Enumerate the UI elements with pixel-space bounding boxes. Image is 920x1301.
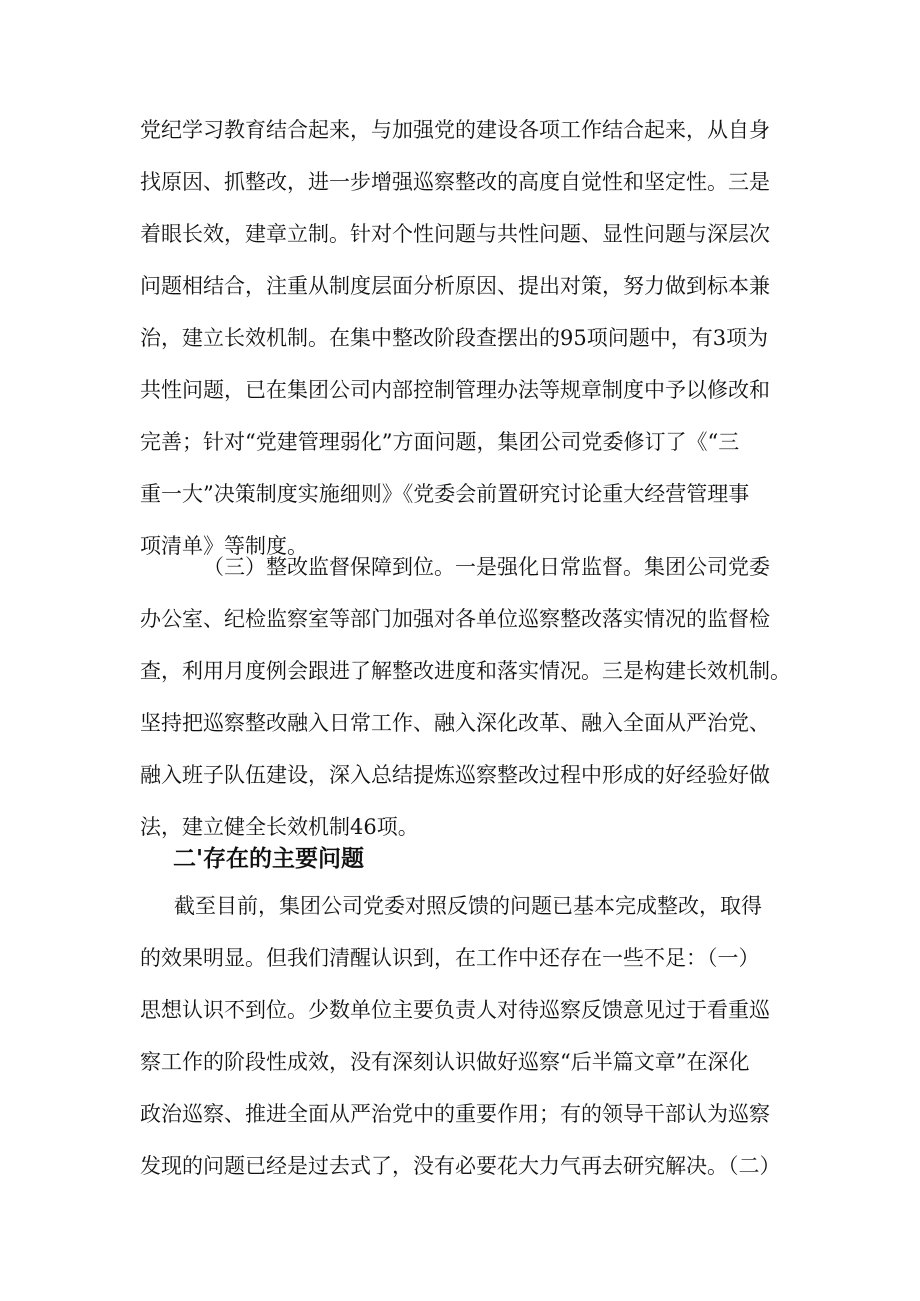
text-line: 的效果明显。但我们清醒认识到，在工作中还存在一些不足：（一）: [140, 946, 760, 970]
text-line: 党纪学习教育结合起来，与加强党的建设各项工作结合起来，从自身: [140, 118, 770, 142]
paragraph-supervision: [140, 552, 790, 842]
text-line: 完善；针对“党建管理弱化”方面问题，集团公司党委修订了《“三: [140, 430, 740, 454]
text-line: 发现的问题已经是过去式了，没有必要花大力气再去研究解决。（二）: [140, 1154, 781, 1178]
text-line: 法，建立健全长效机制46项。: [140, 815, 419, 839]
text-line: 察工作的阶段性成效，没有深刻认识做好巡察“后半篇文章”在深化: [140, 1050, 750, 1074]
text-line: 截至目前，集团公司党委对照反馈的问题已基本完成整改，取得: [174, 894, 762, 918]
text-line: 问题相结合，注重从制度层面分析原因、提出对策，努力做到标本兼: [140, 274, 770, 298]
text-line: 坚持把巡察整改融入日常工作、融入深化改革、融入全面从严治党、: [140, 711, 770, 735]
text-line: 项清单》等制度。: [140, 534, 308, 558]
text-line: 治，建立长效机制。在集中整改阶段查摆出的95项问题中，有3项为: [140, 326, 769, 350]
text-line: 思想认识不到位。少数单位主要负责人对待巡察反馈意见过于看重巡: [140, 998, 770, 1022]
text-line: 政治巡察、推进全面从严治党中的重要作用；有的领导干部认为巡察: [140, 1102, 770, 1126]
text-line: 找原因、抓整改，进一步增强巡察整改的高度自觉性和坚定性。三是: [140, 170, 770, 194]
text-line: 融入班子队伍建设，深入总结提炼巡察整改过程中形成的好经验好做: [140, 763, 770, 787]
text-line: 重一大”决策制度实施细则》《党委会前置研究讨论重大经营管理事: [140, 482, 750, 506]
paragraph-main-problems: [140, 891, 790, 1191]
text-line: 查，利用月度例会跟进了解整改进度和落实情况。三是构建长效机制。: [140, 659, 791, 683]
paragraph-rectification-long-term: [140, 115, 790, 558]
section-heading: 二'存在的主要问题: [173, 846, 365, 872]
text-line: 共性问题，已在集团公司内部控制管理办法等规章制度中予以修改和: [140, 378, 770, 402]
text-line: 办公室、纪检监察室等部门加强对各单位巡察整改落实情况的监督检: [140, 607, 770, 631]
text-line: 着眼长效，建章立制。针对个性问题与共性问题、显性问题与深层次: [140, 222, 770, 246]
text-line: （三）整改监督保障到位。一是强化日常监督。集团公司党委: [203, 555, 770, 579]
